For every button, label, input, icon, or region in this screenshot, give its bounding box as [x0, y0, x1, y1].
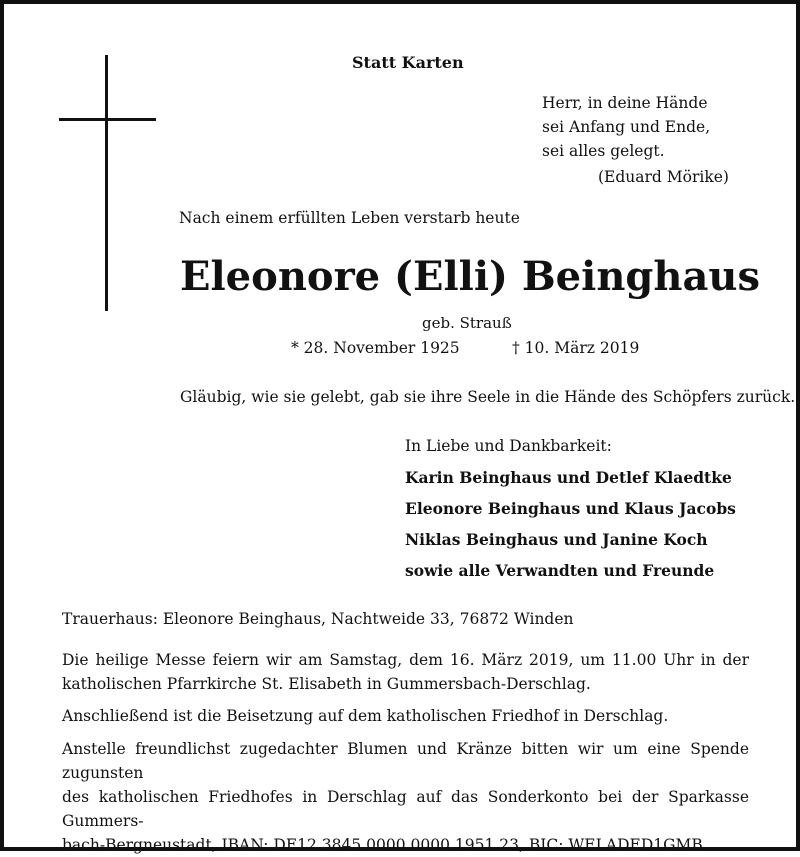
- donation-line: des katholischen Friedhofes in Derschlag auf das Sonderkonto bei der Sparkasse Gummers-: [62, 788, 749, 830]
- intro-text: Nach einem erfüllten Leben verstarb heute: [179, 209, 520, 227]
- mourners-list: [405, 462, 736, 586]
- mass-paragraph: [62, 648, 749, 696]
- mass-line: Die heilige Messe feiern wir am Samstag, dem 16. März 2019, um 11.00 Uhr in der: [62, 651, 749, 669]
- maiden-name: geb. Strauß: [422, 314, 512, 332]
- donation-line: bach-Bergneustadt, IBAN: DE12 3845 0000 0000 1951 23, BIC: WELADED1GMB.: [62, 836, 708, 854]
- poem-author: (Eduard Mörike): [598, 168, 729, 186]
- deceased-name: Eleonore (Elli) Beinghaus: [180, 253, 760, 300]
- header-text: Statt Karten: [352, 53, 464, 72]
- faith-line: Gläubig, wie sie gelebt, gab sie ihre Seele in die Hände des Schöpfers zurück.: [180, 388, 796, 406]
- poem-line: Herr, in deine Hände: [542, 94, 708, 112]
- cross-horizontal-bar: [59, 118, 156, 121]
- poem-line: sei Anfang und Ende,: [542, 118, 711, 136]
- poem-line: sei alles gelegt.: [542, 142, 665, 160]
- death-date: † 10. März 2019: [512, 339, 640, 357]
- mourner-entry: Karin Beinghaus und Detlef Klaedtke: [405, 468, 732, 487]
- donation-line: Anstelle freundlichst zugedachter Blumen und Kränze bitten wir um eine Spende zugunsten: [62, 740, 749, 782]
- burial-line: Anschließend ist die Beisetzung auf dem katholischen Friedhof in Derschlag.: [62, 707, 669, 725]
- mourning-house: Trauerhaus: Eleonore Beinghaus, Nachtweide 33, 76872 Winden: [62, 610, 574, 628]
- cross-vertical-bar: [105, 55, 108, 311]
- poem: [542, 91, 710, 163]
- donation-paragraph: [62, 737, 749, 857]
- mass-line: katholischen Pfarrkirche St. Elisabeth in Gummersbach-Derschlag.: [62, 675, 591, 693]
- love-line: In Liebe und Dankbarkeit:: [405, 437, 612, 455]
- mourner-entry: Eleonore Beinghaus und Klaus Jacobs: [405, 499, 736, 518]
- mourner-entry: Niklas Beinghaus und Janine Koch: [405, 530, 708, 549]
- mourner-entry: sowie alle Verwandten und Freunde: [405, 561, 715, 580]
- burial-paragraph: [62, 704, 749, 728]
- birth-date: * 28. November 1925: [291, 339, 460, 357]
